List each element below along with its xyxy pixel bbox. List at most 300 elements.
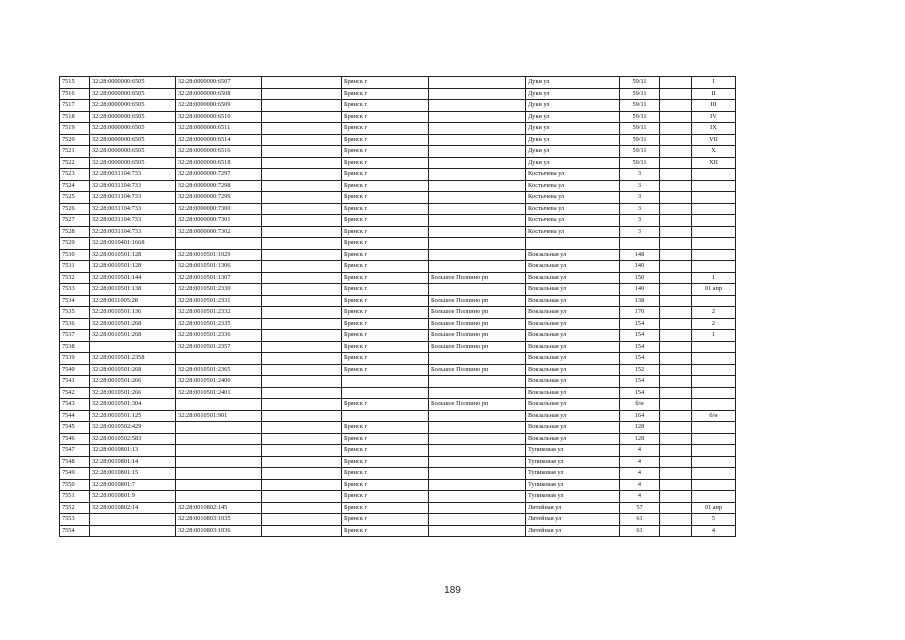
settlement-cell	[429, 433, 526, 445]
street-cell: Тупиковая ул	[526, 468, 620, 480]
object-cadastral-number-cell: 32:28:0000000:7302	[176, 226, 262, 238]
settlement-cell	[429, 422, 526, 434]
apartment-number-cell	[692, 226, 736, 238]
apartment-number-cell: 2	[692, 307, 736, 319]
object-cadastral-number-cell: 32:28:0010802:145	[176, 502, 262, 514]
house-number-cell: 59/11	[620, 157, 660, 169]
empty-cell	[660, 445, 692, 457]
object-cadastral-number-cell: 32:28:0010501:2335	[176, 318, 262, 330]
parcel-cadastral-number-cell: 32:28:0010501:128	[90, 261, 176, 273]
district-cell	[262, 330, 342, 342]
city-cell: Брянск г	[342, 180, 429, 192]
house-number-cell: 61	[620, 514, 660, 526]
city-cell	[342, 376, 429, 388]
city-cell: Брянск г	[342, 456, 429, 468]
empty-cell	[660, 491, 692, 503]
empty-cell	[660, 88, 692, 100]
district-cell	[262, 307, 342, 319]
house-number-cell: 154	[620, 353, 660, 365]
record-number-cell: 7542	[60, 387, 90, 399]
parcel-cadastral-number-cell: 32:28:0010401:1668	[90, 238, 176, 250]
district-cell	[262, 514, 342, 526]
empty-cell	[660, 502, 692, 514]
object-cadastral-number-cell: 32:28:0010501:2330	[176, 284, 262, 296]
empty-cell	[660, 387, 692, 399]
empty-cell	[660, 111, 692, 123]
settlement-cell	[429, 502, 526, 514]
apartment-number-cell	[692, 215, 736, 227]
record-number-cell: 7523	[60, 169, 90, 181]
city-cell: Брянск г	[342, 491, 429, 503]
settlement-cell	[429, 77, 526, 89]
city-cell: Брянск г	[342, 284, 429, 296]
house-number-cell: 152	[620, 364, 660, 376]
parcel-cadastral-number-cell: 32:28:0000000:6505	[90, 146, 176, 158]
district-cell	[262, 364, 342, 376]
table-row	[60, 502, 736, 514]
empty-cell	[660, 77, 692, 89]
settlement-cell: Большое Полпино рп	[429, 364, 526, 376]
parcel-cadastral-number-cell: 32:28:0000000:6505	[90, 157, 176, 169]
object-cadastral-number-cell: 32:28:0000000:6514	[176, 134, 262, 146]
district-cell	[262, 249, 342, 261]
settlement-cell	[429, 157, 526, 169]
house-number-cell: 59/11	[620, 123, 660, 135]
house-number-cell: 61	[620, 525, 660, 537]
settlement-cell	[429, 203, 526, 215]
district-cell	[262, 180, 342, 192]
house-number-cell: 128	[620, 422, 660, 434]
street-cell: Вокзальная ул	[526, 364, 620, 376]
table-row	[60, 307, 736, 319]
settlement-cell	[429, 249, 526, 261]
record-number-cell: 7516	[60, 88, 90, 100]
record-number-cell: 7546	[60, 433, 90, 445]
table-row	[60, 341, 736, 353]
district-cell	[262, 456, 342, 468]
record-number-cell: 7550	[60, 479, 90, 491]
street-cell: Тупиковая ул	[526, 456, 620, 468]
apartment-number-cell: 5	[692, 514, 736, 526]
city-cell: Брянск г	[342, 157, 429, 169]
city-cell: Брянск г	[342, 445, 429, 457]
record-number-cell: 7528	[60, 226, 90, 238]
settlement-cell	[429, 134, 526, 146]
house-number-cell: 140	[620, 284, 660, 296]
parcel-cadastral-number-cell: 32:28:0010501:304	[90, 399, 176, 411]
district-cell	[262, 77, 342, 89]
parcel-cadastral-number-cell: 32:28:0010501:2358	[90, 353, 176, 365]
empty-cell	[660, 226, 692, 238]
table-body	[60, 77, 736, 537]
street-cell: Вокзальная ул	[526, 330, 620, 342]
empty-cell	[660, 307, 692, 319]
street-cell: Дуки ул	[526, 134, 620, 146]
house-number-cell: 4	[620, 491, 660, 503]
apartment-number-cell: IV	[692, 111, 736, 123]
parcel-cadastral-number-cell: 32:28:0031104:733	[90, 169, 176, 181]
district-cell	[262, 410, 342, 422]
house-number-cell: 3	[620, 203, 660, 215]
street-cell: Вокзальная ул	[526, 318, 620, 330]
empty-cell	[660, 479, 692, 491]
house-number-cell: 138	[620, 295, 660, 307]
table-row	[60, 318, 736, 330]
table-row	[60, 226, 736, 238]
house-number-cell: 59/11	[620, 77, 660, 89]
apartment-number-cell	[692, 479, 736, 491]
empty-cell	[660, 525, 692, 537]
apartment-number-cell	[692, 422, 736, 434]
settlement-cell: Большое Полпино рп	[429, 295, 526, 307]
register-sheet	[59, 76, 736, 537]
record-number-cell: 7548	[60, 456, 90, 468]
table-row	[60, 203, 736, 215]
empty-cell	[660, 100, 692, 112]
settlement-cell	[429, 456, 526, 468]
object-cadastral-number-cell: 32:28:0010803:1036	[176, 525, 262, 537]
district-cell	[262, 134, 342, 146]
record-number-cell: 7543	[60, 399, 90, 411]
district-cell	[262, 295, 342, 307]
street-cell: Вокзальная ул	[526, 353, 620, 365]
district-cell	[262, 169, 342, 181]
street-cell: Вокзальная ул	[526, 433, 620, 445]
city-cell	[342, 410, 429, 422]
empty-cell	[660, 261, 692, 273]
apartment-number-cell	[692, 445, 736, 457]
city-cell: Брянск г	[342, 249, 429, 261]
object-cadastral-number-cell	[176, 445, 262, 457]
parcel-cadastral-number-cell: 32:28:0010501:268	[90, 364, 176, 376]
district-cell	[262, 502, 342, 514]
parcel-cadastral-number-cell	[90, 514, 176, 526]
object-cadastral-number-cell: 32:28:0000000:7300	[176, 203, 262, 215]
object-cadastral-number-cell	[176, 399, 262, 411]
empty-cell	[660, 238, 692, 250]
record-number-cell: 7533	[60, 284, 90, 296]
parcel-cadastral-number-cell: 32:28:0010501:268	[90, 318, 176, 330]
street-cell: Костычева ул	[526, 169, 620, 181]
property-register-table	[59, 76, 736, 537]
record-number-cell: 7527	[60, 215, 90, 227]
district-cell	[262, 261, 342, 273]
street-cell: Вокзальная ул	[526, 387, 620, 399]
table-row	[60, 123, 736, 135]
empty-cell	[660, 353, 692, 365]
record-number-cell: 7535	[60, 307, 90, 319]
record-number-cell: 7551	[60, 491, 90, 503]
street-cell: Костычева ул	[526, 180, 620, 192]
house-number-cell: 150	[620, 272, 660, 284]
street-cell: Костычева ул	[526, 215, 620, 227]
district-cell	[262, 445, 342, 457]
district-cell	[262, 468, 342, 480]
record-number-cell: 7526	[60, 203, 90, 215]
record-number-cell: 7522	[60, 157, 90, 169]
district-cell	[262, 433, 342, 445]
parcel-cadastral-number-cell: 32:28:0010502:583	[90, 433, 176, 445]
apartment-number-cell: IX	[692, 123, 736, 135]
parcel-cadastral-number-cell: 32:28:0010501:128	[90, 249, 176, 261]
city-cell: Брянск г	[342, 134, 429, 146]
apartment-number-cell: VII	[692, 134, 736, 146]
apartment-number-cell	[692, 376, 736, 388]
district-cell	[262, 399, 342, 411]
settlement-cell	[429, 146, 526, 158]
parcel-cadastral-number-cell: 32:28:0010502:429	[90, 422, 176, 434]
apartment-number-cell: II	[692, 88, 736, 100]
city-cell: Брянск г	[342, 364, 429, 376]
parcel-cadastral-number-cell: 32:28:0010501:144	[90, 272, 176, 284]
city-cell: Брянск г	[342, 123, 429, 135]
district-cell	[262, 491, 342, 503]
object-cadastral-number-cell: 32:28:0010501:2401	[176, 387, 262, 399]
empty-cell	[660, 134, 692, 146]
object-cadastral-number-cell: 32:28:0010501:901	[176, 410, 262, 422]
city-cell: Брянск г	[342, 514, 429, 526]
district-cell	[262, 387, 342, 399]
parcel-cadastral-number-cell: 32:28:0031104:733	[90, 192, 176, 204]
district-cell	[262, 284, 342, 296]
apartment-number-cell	[692, 341, 736, 353]
settlement-cell	[429, 353, 526, 365]
settlement-cell	[429, 514, 526, 526]
house-number-cell: 59/11	[620, 111, 660, 123]
house-number-cell: 59/11	[620, 134, 660, 146]
street-cell: Вокзальная ул	[526, 376, 620, 388]
city-cell: Брянск г	[342, 215, 429, 227]
city-cell: Брянск г	[342, 353, 429, 365]
district-cell	[262, 111, 342, 123]
district-cell	[262, 479, 342, 491]
street-cell	[526, 238, 620, 250]
table-row	[60, 111, 736, 123]
city-cell: Брянск г	[342, 100, 429, 112]
record-number-cell: 7532	[60, 272, 90, 284]
parcel-cadastral-number-cell: 32:28:0000000:6505	[90, 88, 176, 100]
table-row	[60, 514, 736, 526]
record-number-cell: 7520	[60, 134, 90, 146]
settlement-cell: Большое Полпино рп	[429, 330, 526, 342]
district-cell	[262, 238, 342, 250]
city-cell: Брянск г	[342, 422, 429, 434]
table-row	[60, 272, 736, 284]
district-cell	[262, 226, 342, 238]
parcel-cadastral-number-cell: 32:28:0000000:6505	[90, 134, 176, 146]
street-cell: Тупиковая ул	[526, 445, 620, 457]
table-row	[60, 100, 736, 112]
apartment-number-cell	[692, 468, 736, 480]
parcel-cadastral-number-cell: 32:28:0010501:125	[90, 410, 176, 422]
house-number-cell: 164	[620, 410, 660, 422]
district-cell	[262, 272, 342, 284]
apartment-number-cell: III	[692, 100, 736, 112]
district-cell	[262, 376, 342, 388]
city-cell: Брянск г	[342, 203, 429, 215]
settlement-cell: Большое Полпино рп	[429, 318, 526, 330]
street-cell: Вокзальная ул	[526, 307, 620, 319]
record-number-cell: 7521	[60, 146, 90, 158]
settlement-cell	[429, 226, 526, 238]
street-cell: Вокзальная ул	[526, 249, 620, 261]
table-row	[60, 157, 736, 169]
table-row	[60, 180, 736, 192]
table-row	[60, 353, 736, 365]
street-cell: Дуки ул	[526, 157, 620, 169]
apartment-number-cell	[692, 169, 736, 181]
parcel-cadastral-number-cell: 32:28:0010801:7	[90, 479, 176, 491]
object-cadastral-number-cell: 32:28:0000000:6510	[176, 111, 262, 123]
city-cell: Брянск г	[342, 169, 429, 181]
city-cell: Брянск г	[342, 77, 429, 89]
object-cadastral-number-cell	[176, 491, 262, 503]
record-number-cell: 7529	[60, 238, 90, 250]
city-cell: Брянск г	[342, 399, 429, 411]
object-cadastral-number-cell: 32:28:0000000:6511	[176, 123, 262, 135]
apartment-number-cell: 1	[692, 330, 736, 342]
empty-cell	[660, 422, 692, 434]
empty-cell	[660, 330, 692, 342]
street-cell: Дуки ул	[526, 146, 620, 158]
apartment-number-cell: 01 апр	[692, 502, 736, 514]
district-cell	[262, 215, 342, 227]
apartment-number-cell: б/н	[692, 410, 736, 422]
record-number-cell: 7552	[60, 502, 90, 514]
city-cell: Брянск г	[342, 307, 429, 319]
object-cadastral-number-cell: 32:28:0010501:1307	[176, 272, 262, 284]
object-cadastral-number-cell: 32:28:0000000:6518	[176, 157, 262, 169]
settlement-cell	[429, 284, 526, 296]
object-cadastral-number-cell	[176, 468, 262, 480]
street-cell: Вокзальная ул	[526, 295, 620, 307]
house-number-cell: 154	[620, 376, 660, 388]
city-cell: Брянск г	[342, 261, 429, 273]
object-cadastral-number-cell: 32:28:0010501:2365	[176, 364, 262, 376]
apartment-number-cell: XII	[692, 157, 736, 169]
street-cell: Литейная ул	[526, 525, 620, 537]
settlement-cell	[429, 491, 526, 503]
settlement-cell	[429, 468, 526, 480]
empty-cell	[660, 295, 692, 307]
city-cell: Брянск г	[342, 502, 429, 514]
street-cell: Вокзальная ул	[526, 410, 620, 422]
street-cell: Тупиковая ул	[526, 491, 620, 503]
street-cell: Литейная ул	[526, 514, 620, 526]
district-cell	[262, 123, 342, 135]
object-cadastral-number-cell: 32:28:0010501:1306	[176, 261, 262, 273]
record-number-cell: 7537	[60, 330, 90, 342]
parcel-cadastral-number-cell: 32:28:0031104:733	[90, 226, 176, 238]
table-row	[60, 387, 736, 399]
district-cell	[262, 341, 342, 353]
district-cell	[262, 422, 342, 434]
record-number-cell: 7541	[60, 376, 90, 388]
record-number-cell: 7553	[60, 514, 90, 526]
object-cadastral-number-cell: 32:28:0010803:1035	[176, 514, 262, 526]
street-cell: Дуки ул	[526, 123, 620, 135]
house-number-cell: 3	[620, 180, 660, 192]
street-cell: Вокзальная ул	[526, 272, 620, 284]
settlement-cell	[429, 238, 526, 250]
record-number-cell: 7515	[60, 77, 90, 89]
district-cell	[262, 146, 342, 158]
record-number-cell: 7547	[60, 445, 90, 457]
house-number-cell: 59/11	[620, 88, 660, 100]
street-cell: Костычева ул	[526, 226, 620, 238]
city-cell: Брянск г	[342, 88, 429, 100]
house-number-cell: 3	[620, 169, 660, 181]
settlement-cell	[429, 387, 526, 399]
parcel-cadastral-number-cell: 32:28:0011005:28	[90, 295, 176, 307]
street-cell: Дуки ул	[526, 111, 620, 123]
house-number-cell: 154	[620, 318, 660, 330]
record-number-cell: 7534	[60, 295, 90, 307]
city-cell: Брянск г	[342, 479, 429, 491]
parcel-cadastral-number-cell	[90, 525, 176, 537]
record-number-cell: 7530	[60, 249, 90, 261]
object-cadastral-number-cell: 32:28:0000000:6507	[176, 77, 262, 89]
object-cadastral-number-cell: 32:28:0000000:7298	[176, 180, 262, 192]
apartment-number-cell: 01 апр	[692, 284, 736, 296]
table-row	[60, 169, 736, 181]
empty-cell	[660, 157, 692, 169]
table-row	[60, 399, 736, 411]
house-number-cell: 57	[620, 502, 660, 514]
district-cell	[262, 157, 342, 169]
table-row	[60, 376, 736, 388]
empty-cell	[660, 456, 692, 468]
district-cell	[262, 525, 342, 537]
object-cadastral-number-cell: 32:28:0010501:2400	[176, 376, 262, 388]
object-cadastral-number-cell: 32:28:0010501:2332	[176, 307, 262, 319]
object-cadastral-number-cell: 32:28:0000000:7297	[176, 169, 262, 181]
record-number-cell: 7538	[60, 341, 90, 353]
empty-cell	[660, 341, 692, 353]
city-cell: Брянск г	[342, 341, 429, 353]
house-number-cell: 59/11	[620, 100, 660, 112]
empty-cell	[660, 272, 692, 284]
apartment-number-cell	[692, 399, 736, 411]
settlement-cell	[429, 88, 526, 100]
table-row	[60, 445, 736, 457]
parcel-cadastral-number-cell: 32:28:0000000:6505	[90, 77, 176, 89]
record-number-cell: 7525	[60, 192, 90, 204]
object-cadastral-number-cell	[176, 479, 262, 491]
record-number-cell: 7518	[60, 111, 90, 123]
house-number-cell: 4	[620, 456, 660, 468]
city-cell: Брянск г	[342, 238, 429, 250]
house-number-cell: 3	[620, 192, 660, 204]
table-row	[60, 146, 736, 158]
apartment-number-cell: X	[692, 146, 736, 158]
settlement-cell	[429, 215, 526, 227]
apartment-number-cell	[692, 491, 736, 503]
apartment-number-cell: 1	[692, 272, 736, 284]
table-row	[60, 88, 736, 100]
settlement-cell: Большое Полпино рп	[429, 399, 526, 411]
table-row	[60, 364, 736, 376]
table-row	[60, 249, 736, 261]
table-row	[60, 422, 736, 434]
object-cadastral-number-cell: 32:28:0000000:6509	[176, 100, 262, 112]
table-row	[60, 295, 736, 307]
table-row	[60, 330, 736, 342]
table-row	[60, 525, 736, 537]
apartment-number-cell	[692, 180, 736, 192]
parcel-cadastral-number-cell: 32:28:0010801:14	[90, 456, 176, 468]
settlement-cell	[429, 445, 526, 457]
